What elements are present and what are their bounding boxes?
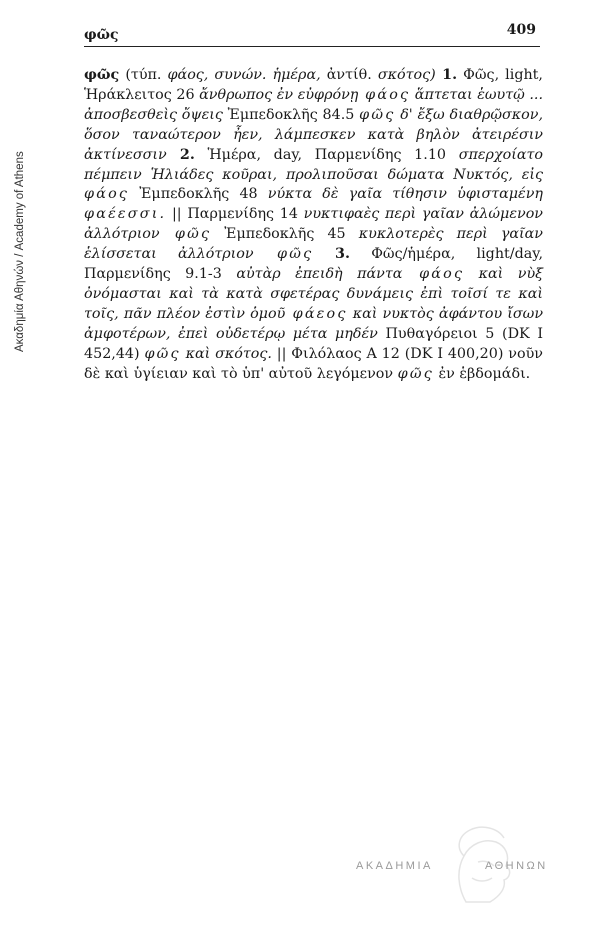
spaced-keyword: φῶς — [144, 345, 181, 362]
source-citation: Ἡράκλειτος 26 — [84, 86, 200, 103]
quotation: σπερχοίατο πέμπειν Ἡλιάδες κοῦραι, προλιποῦσαι δώματα Νυκτός, εἰς — [84, 146, 543, 183]
spaced-keyword: φῶς — [159, 226, 212, 243]
spaced-keyword: φάος — [358, 86, 411, 103]
quotation: νύκτα δὲ γαῖα τίθησιν ὑφισταμένη — [267, 186, 543, 203]
entry-text: φάος, συνών. ἡμέρα, — [167, 67, 321, 83]
sense-number: 3. — [313, 246, 350, 263]
sense-number: 2. — [166, 146, 195, 163]
entry-text: Φῶς, light, — [457, 67, 543, 83]
source-citation: || Παρμενίδης 14 — [166, 206, 304, 223]
quotation: ἄνθρωπος ἐν εὐφρόνῃ — [199, 86, 359, 103]
watermark-right-text: ΑΘΗΝΩΝ — [485, 860, 548, 872]
entry-text: (τύπ. — [119, 67, 168, 83]
quotation: ἅπτεται ἑωυτῷ ... ἀποσβεσθεὶς ὄψεις — [84, 86, 543, 123]
entry-text: Φῶς/ἡμέρα, light/day, Παρμενίδης 9.1-3 — [84, 246, 543, 283]
quotation: δ' ἔξω διαθρῷσκον, ὅσον ταναώτερον ἦεν, λάμπεσκεν κατὰ βηλὸν ἀτειρέσιν ἀκτίνεσσιν — [84, 106, 544, 163]
academy-side-label: Ακαδημία Αθηνών / Academy of Athens — [14, 151, 26, 352]
source-citation: Πυθαγόρειοι 5 (DK I 452,44) — [84, 325, 543, 362]
spaced-keyword: φῶς — [253, 246, 314, 263]
quotation: καὶ νυκτὸς ἀφάντου ἴσων ἀμφοτέρων, ἐπεὶ οὐδετέρῳ μέτα μηδέν — [84, 305, 544, 342]
source-citation: Ἐμπεδοκλῆς 48 — [129, 186, 268, 203]
spaced-keyword: φάος — [402, 266, 465, 283]
source-citation: Ἐμπεδοκλῆς 45 — [211, 226, 359, 243]
spaced-keyword: φῶς — [359, 106, 396, 123]
quotation: κυκλοτερὲς περὶ γαῖαν ἑλίσσεται ἀλλότριον — [84, 226, 543, 263]
entry-lemma: φῶς — [84, 67, 120, 83]
quotation: νυκτιφαὲς περὶ γαῖαν ἀλώμενον ἀλλότριον — [84, 206, 543, 243]
running-head: φῶς — [84, 27, 119, 43]
spaced-keyword: φῶς — [397, 365, 434, 382]
watermark-left-text: ΑΚΑΔΗΜΙΑ — [356, 860, 433, 872]
page-number: 409 — [506, 22, 536, 38]
quotation: καὶ σκότος. — [180, 345, 272, 362]
spaced-keyword: φάος — [84, 186, 130, 203]
source-citation: || Φιλόλαος A 12 (DK I 400,20) νοῦν δὲ καὶ ὑγίειαν καὶ τὸ ὑπ' αὐτοῦ λεγόμενον — [84, 345, 543, 382]
sense-number: 1. — [435, 67, 458, 83]
header-rule — [84, 46, 540, 47]
entry-text: Ἡμέρα, day, — [194, 146, 315, 163]
quotation: καὶ νὺξ ὀνόμασται καὶ τὰ κατὰ σφετέρας δυνάμεις ἐπὶ τοῖσί τε καὶ τοῖς, πᾶν πλέον ἐστὶν ὁμοῦ — [84, 266, 544, 322]
entry-text: ἐν ἑβδομάδι. — [433, 365, 531, 382]
entry-text: σκότος) — [377, 67, 436, 83]
source-citation: Παρμενίδης 1.10 — [314, 146, 459, 163]
dictionary-entry — [84, 66, 543, 385]
spaced-keyword: φάεος — [285, 305, 348, 322]
entry-text: ἀντίθ. — [320, 67, 378, 83]
source-citation: Ἐμπεδοκλῆς 84.5 — [227, 106, 360, 123]
quotation: αὐτὰρ ἐπειδὴ πάντα — [236, 266, 403, 283]
spaced-keyword: φαέεσσι. — [84, 206, 167, 223]
